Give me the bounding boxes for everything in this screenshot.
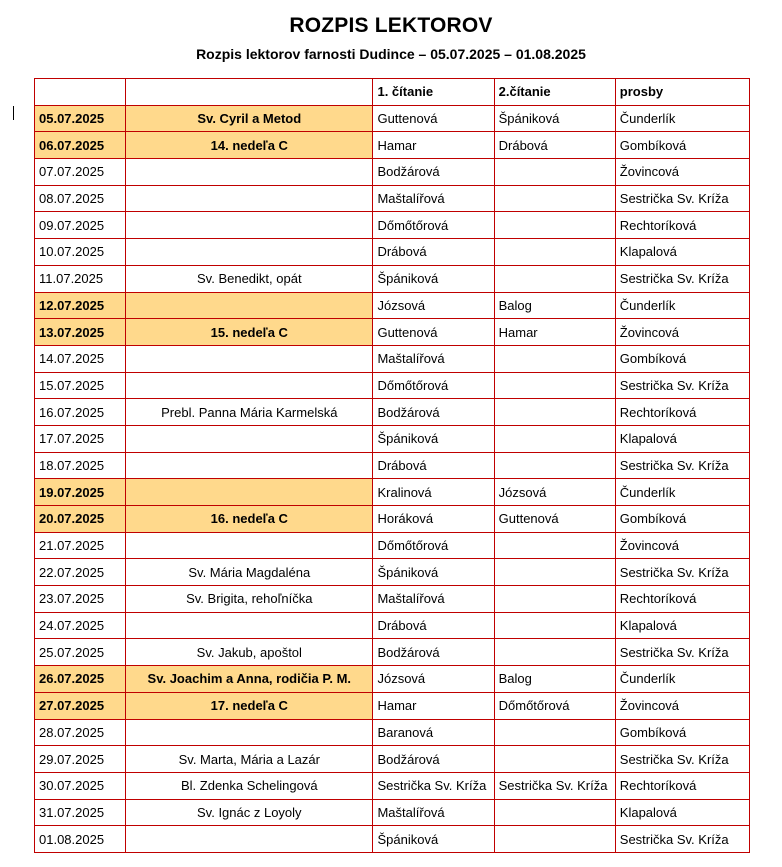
date-cell: 28.07.2025 — [35, 719, 126, 746]
reading-1-cell: Drábová — [373, 239, 494, 266]
reading-2-cell — [494, 612, 615, 639]
feast-cell — [126, 479, 373, 506]
feast-cell: Sv. Cyril a Metod — [126, 105, 373, 132]
date-cell: 22.07.2025 — [35, 559, 126, 586]
reading-2-cell — [494, 345, 615, 372]
feast-cell: Sv. Benedikt, opát — [126, 265, 373, 292]
table-row — [35, 692, 750, 719]
prosby-cell: Sestrička Sv. Kríža — [615, 559, 749, 586]
feast-cell: Sv. Joachim a Anna, rodičia P. M. — [126, 666, 373, 693]
feast-cell: 15. nedeľa C — [126, 319, 373, 346]
prosby-cell: Sestrička Sv. Kríža — [615, 826, 749, 853]
date-cell: 13.07.2025 — [35, 319, 126, 346]
table-row — [35, 345, 750, 372]
prosby-cell: Gombíková — [615, 719, 749, 746]
date-cell: 08.07.2025 — [35, 185, 126, 212]
reading-2-cell — [494, 799, 615, 826]
prosby-cell: Klapalová — [615, 612, 749, 639]
feast-cell: Sv. Marta, Mária a Lazár — [126, 746, 373, 773]
reading-2-cell — [494, 719, 615, 746]
document-title: ROZPIS LEKTOROV — [289, 14, 493, 37]
prosby-cell: Sestrička Sv. Kríža — [615, 452, 749, 479]
reading-1-cell: Dőmőtőrová — [373, 372, 494, 399]
reading-2-cell — [494, 639, 615, 666]
reading-1-cell: Drábová — [373, 452, 494, 479]
feast-cell — [126, 452, 373, 479]
table-row — [35, 185, 750, 212]
date-cell: 29.07.2025 — [35, 746, 126, 773]
reading-2-cell — [494, 212, 615, 239]
reading-2-cell: Guttenová — [494, 506, 615, 533]
text-cursor — [13, 106, 14, 120]
table-row — [35, 506, 750, 533]
date-cell: 20.07.2025 — [35, 506, 126, 533]
prosby-cell: Sestrička Sv. Kríža — [615, 265, 749, 292]
feast-cell: Sv. Ignác z Loyoly — [126, 799, 373, 826]
reading-1-cell: Drábová — [373, 612, 494, 639]
date-cell: 26.07.2025 — [35, 666, 126, 693]
reading-1-cell: Špániková — [373, 559, 494, 586]
feast-cell: 17. nedeľa C — [126, 692, 373, 719]
table-row — [35, 319, 750, 346]
reading-1-cell: Bodžárová — [373, 639, 494, 666]
reading-2-cell — [494, 372, 615, 399]
reading-2-cell — [494, 399, 615, 426]
table-row — [35, 292, 750, 319]
reading-2-cell — [494, 586, 615, 613]
table-row — [35, 532, 750, 559]
date-cell: 24.07.2025 — [35, 612, 126, 639]
reading-1-cell: Maštalířová — [373, 185, 494, 212]
reading-2-cell: Balog — [494, 666, 615, 693]
feast-cell — [126, 719, 373, 746]
header-cell-reading-1: 1. čítanie — [373, 79, 494, 106]
table-row — [35, 772, 750, 799]
reading-2-cell — [494, 746, 615, 773]
reading-2-cell — [494, 185, 615, 212]
prosby-cell: Čunderlík — [615, 105, 749, 132]
table-row — [35, 586, 750, 613]
date-cell: 18.07.2025 — [35, 452, 126, 479]
table-row — [35, 666, 750, 693]
prosby-cell: Čunderlík — [615, 666, 749, 693]
reading-2-cell — [494, 265, 615, 292]
reading-1-cell: Horáková — [373, 506, 494, 533]
prosby-cell: Gombíková — [615, 132, 749, 159]
reading-1-cell: Špániková — [373, 265, 494, 292]
reading-2-cell: Józsová — [494, 479, 615, 506]
feast-cell: Sv. Mária Magdaléna — [126, 559, 373, 586]
reading-1-cell: Špániková — [373, 425, 494, 452]
reading-1-cell: Bodžárová — [373, 159, 494, 186]
prosby-cell: Klapalová — [615, 425, 749, 452]
date-cell: 12.07.2025 — [35, 292, 126, 319]
reading-1-cell: Maštalířová — [373, 345, 494, 372]
table-row — [35, 559, 750, 586]
feast-cell — [126, 372, 373, 399]
date-cell: 11.07.2025 — [35, 265, 126, 292]
header-cell-date — [35, 79, 126, 106]
table-row — [35, 265, 750, 292]
prosby-cell: Rechtoríková — [615, 586, 749, 613]
table-row — [35, 639, 750, 666]
prosby-cell: Gombíková — [615, 506, 749, 533]
header-cell-feast — [126, 79, 373, 106]
reading-1-cell: Bodžárová — [373, 746, 494, 773]
reading-2-cell — [494, 452, 615, 479]
feast-cell — [126, 532, 373, 559]
prosby-cell: Rechtoríková — [615, 772, 749, 799]
date-cell: 14.07.2025 — [35, 345, 126, 372]
date-cell: 06.07.2025 — [35, 132, 126, 159]
table-row — [35, 746, 750, 773]
reading-2-cell — [494, 532, 615, 559]
feast-cell — [126, 185, 373, 212]
prosby-cell: Gombíková — [615, 345, 749, 372]
date-cell: 27.07.2025 — [35, 692, 126, 719]
feast-cell: Bl. Zdenka Schelingová — [126, 772, 373, 799]
date-cell: 01.08.2025 — [35, 826, 126, 853]
table-row — [35, 212, 750, 239]
prosby-cell: Žovincová — [615, 319, 749, 346]
prosby-cell: Sestrička Sv. Kríža — [615, 639, 749, 666]
feast-cell — [126, 159, 373, 186]
reading-1-cell: Špániková — [373, 826, 494, 853]
date-cell: 17.07.2025 — [35, 425, 126, 452]
date-cell: 21.07.2025 — [35, 532, 126, 559]
reading-1-cell: Maštalířová — [373, 586, 494, 613]
reading-2-cell: Dőmőtőrová — [494, 692, 615, 719]
reading-2-cell — [494, 159, 615, 186]
feast-cell: Sv. Jakub, apoštol — [126, 639, 373, 666]
date-cell: 10.07.2025 — [35, 239, 126, 266]
document-subtitle: Rozpis lektorov farnosti Dudince – 05.07.2025 – 01.08.2025 — [196, 46, 586, 62]
table-row — [35, 159, 750, 186]
prosby-cell: Čunderlík — [615, 292, 749, 319]
reading-1-cell: Hamar — [373, 132, 494, 159]
table-row — [35, 239, 750, 266]
reading-2-cell — [494, 826, 615, 853]
reading-1-cell: Sestrička Sv. Kríža — [373, 772, 494, 799]
date-cell: 19.07.2025 — [35, 479, 126, 506]
date-cell: 09.07.2025 — [35, 212, 126, 239]
prosby-cell: Rechtoríková — [615, 399, 749, 426]
prosby-cell: Sestrička Sv. Kríža — [615, 185, 749, 212]
table-row — [35, 105, 750, 132]
date-cell: 25.07.2025 — [35, 639, 126, 666]
date-cell: 16.07.2025 — [35, 399, 126, 426]
table-header-row — [35, 79, 750, 106]
reading-1-cell: Józsová — [373, 666, 494, 693]
reading-2-cell — [494, 425, 615, 452]
reading-2-cell: Drábová — [494, 132, 615, 159]
prosby-cell: Žovincová — [615, 159, 749, 186]
reading-2-cell: Balog — [494, 292, 615, 319]
reading-1-cell: Guttenová — [373, 319, 494, 346]
table-row — [35, 612, 750, 639]
feast-cell — [126, 239, 373, 266]
table-row — [35, 399, 750, 426]
prosby-cell: Žovincová — [615, 532, 749, 559]
feast-cell: 16. nedeľa C — [126, 506, 373, 533]
header-cell-prosby: prosby — [615, 79, 749, 106]
reading-1-cell: Guttenová — [373, 105, 494, 132]
prosby-cell: Klapalová — [615, 799, 749, 826]
table-row — [35, 425, 750, 452]
reading-2-cell — [494, 239, 615, 266]
prosby-cell: Sestrička Sv. Kríža — [615, 372, 749, 399]
reading-2-cell: Špániková — [494, 105, 615, 132]
reading-1-cell: Józsová — [373, 292, 494, 319]
reading-2-cell — [494, 559, 615, 586]
date-cell: 15.07.2025 — [35, 372, 126, 399]
reading-1-cell: Kralinová — [373, 479, 494, 506]
date-cell: 05.07.2025 — [35, 105, 126, 132]
reading-1-cell: Hamar — [373, 692, 494, 719]
feast-cell — [126, 292, 373, 319]
table-row — [35, 452, 750, 479]
feast-cell — [126, 425, 373, 452]
lector-schedule-table — [34, 78, 750, 853]
prosby-cell: Čunderlík — [615, 479, 749, 506]
feast-cell: 14. nedeľa C — [126, 132, 373, 159]
table-row — [35, 826, 750, 853]
date-cell: 07.07.2025 — [35, 159, 126, 186]
table-row — [35, 799, 750, 826]
feast-cell: Prebl. Panna Mária Karmelská — [126, 399, 373, 426]
feast-cell — [126, 212, 373, 239]
feast-cell — [126, 612, 373, 639]
table-row — [35, 372, 750, 399]
date-cell: 31.07.2025 — [35, 799, 126, 826]
date-cell: 23.07.2025 — [35, 586, 126, 613]
reading-2-cell: Sestrička Sv. Kríža — [494, 772, 615, 799]
feast-cell — [126, 826, 373, 853]
reading-1-cell: Maštalířová — [373, 799, 494, 826]
reading-1-cell: Dőmőtőrová — [373, 532, 494, 559]
feast-cell: Sv. Brigita, rehoľníčka — [126, 586, 373, 613]
reading-1-cell: Baranová — [373, 719, 494, 746]
reading-2-cell: Hamar — [494, 319, 615, 346]
feast-cell — [126, 345, 373, 372]
header-cell-reading-2: 2.čítanie — [494, 79, 615, 106]
prosby-cell: Žovincová — [615, 692, 749, 719]
reading-1-cell: Bodžárová — [373, 399, 494, 426]
prosby-cell: Rechtoríková — [615, 212, 749, 239]
table-row — [35, 479, 750, 506]
table-row — [35, 719, 750, 746]
reading-1-cell: Dőmőtőrová — [373, 212, 494, 239]
prosby-cell: Sestrička Sv. Kríža — [615, 746, 749, 773]
prosby-cell: Klapalová — [615, 239, 749, 266]
date-cell: 30.07.2025 — [35, 772, 126, 799]
table-row — [35, 132, 750, 159]
